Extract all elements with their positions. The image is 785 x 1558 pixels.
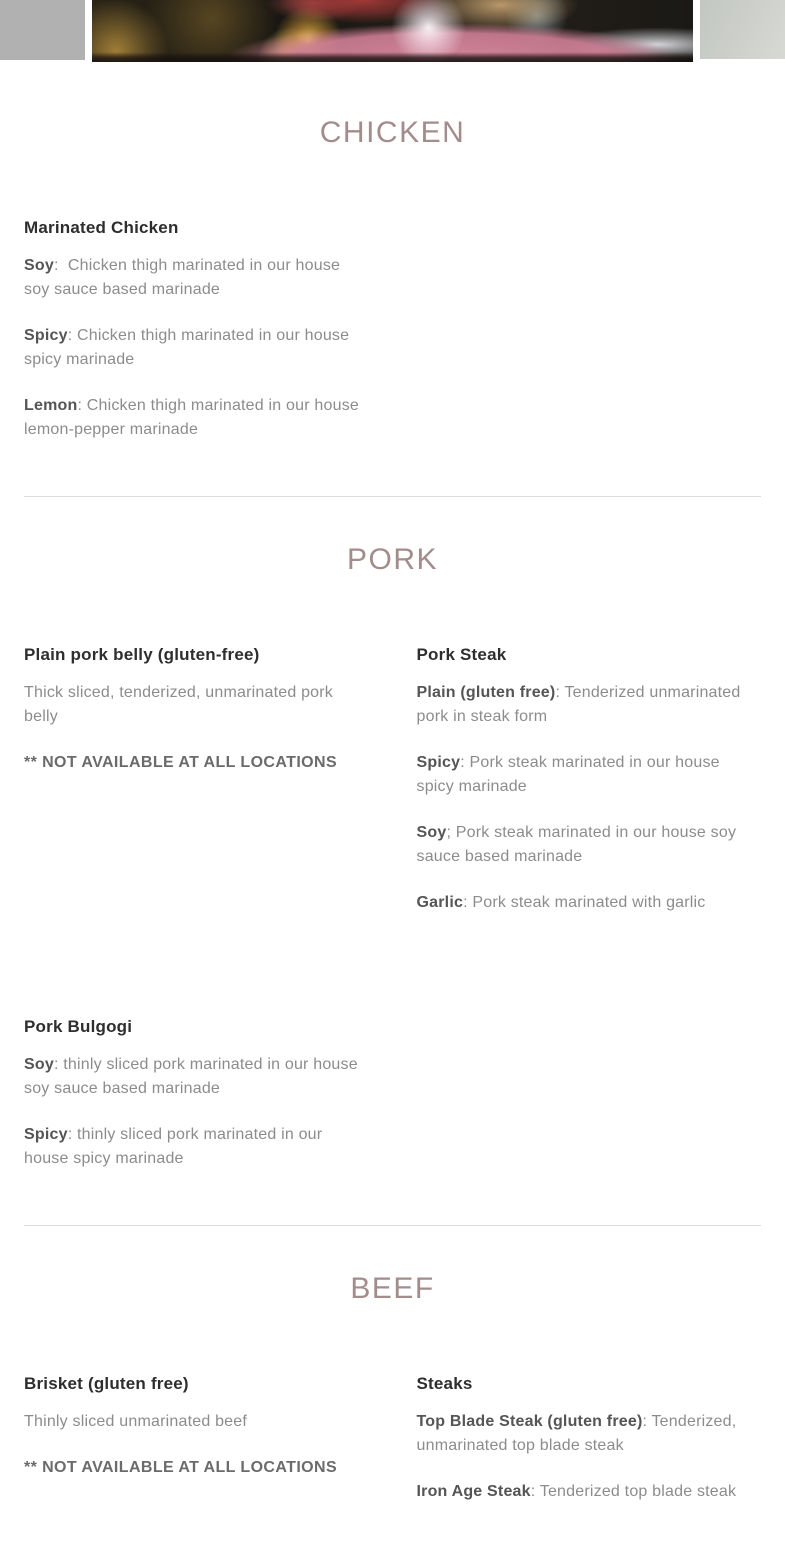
section-grid [24, 643, 761, 1171]
item-variant [24, 1053, 369, 1101]
variant-desc: : thinly sliced pork marinated in our house soy sauce based marinade [24, 1056, 358, 1097]
variant-desc: : Tenderized top blade steak [530, 1483, 737, 1500]
variant-desc: : Chicken thigh marinated in our house spicy marinade [24, 327, 350, 368]
variant-lead: Soy [24, 257, 54, 274]
section-title-chicken: CHICKEN [319, 116, 466, 149]
item-variant [417, 1480, 762, 1504]
variant-desc: Thick sliced, tenderized, unmarinated pork belly [24, 684, 333, 725]
menu-section-chicken [24, 62, 761, 496]
note-text: ** NOT AVAILABLE AT ALL LOCATIONS [24, 754, 338, 771]
carousel-current-photo[interactable] [92, 0, 693, 62]
menu-section-pork [24, 496, 761, 1225]
item-title: Marinated Chicken [24, 218, 179, 237]
note-text: ** NOT AVAILABLE AT ALL LOCATIONS [24, 1459, 338, 1476]
item-variant [24, 254, 369, 302]
variant-desc: ; Pork steak marinated in our house soy sauce based marinade [416, 824, 737, 865]
section-grid [24, 1372, 761, 1504]
item-description [24, 681, 369, 729]
variant-lead: Spicy [24, 1126, 68, 1143]
item-title: Pork Steak [416, 645, 507, 664]
variant-desc: : Chicken thigh marinated in our house soy sauce based marinade [24, 257, 341, 298]
menu-item-steaks [417, 1372, 762, 1504]
menu-item-plain-pork-belly [24, 643, 369, 915]
item-variant [24, 394, 369, 442]
item-variant [24, 324, 369, 372]
variant-lead: Spicy [24, 327, 68, 344]
carousel-prev-slide[interactable] [0, 0, 85, 60]
variant-desc: : Tenderized unmarinated pork in steak form [416, 684, 741, 725]
variant-lead: Garlic [416, 894, 464, 911]
menu-item-pork-bulgogi [24, 1015, 369, 1171]
menu-item-pork-steak [417, 643, 762, 915]
item-title: Pork Bulgogi [24, 1017, 133, 1036]
section-title-beef: BEEF [350, 1272, 435, 1305]
section-grid [24, 216, 761, 442]
item-variant [417, 821, 762, 869]
availability-note [24, 1456, 369, 1480]
item-title: Steaks [416, 1374, 473, 1393]
variant-lead: Spicy [416, 754, 461, 771]
item-variant [417, 891, 762, 915]
item-variant [24, 1123, 369, 1171]
carousel-next-slide[interactable] [700, 0, 785, 59]
variant-desc: : Tenderized, unmarinated top blade steak [416, 1413, 737, 1454]
item-title: Plain pork belly (gluten-free) [24, 645, 260, 664]
variant-desc: : Chicken thigh marinated in our house lemon-pepper marinade [24, 397, 359, 438]
menu-item-marinated-chicken [24, 216, 369, 442]
variant-lead: Iron Age Steak [416, 1483, 531, 1500]
variant-lead: Lemon [24, 397, 78, 414]
variant-desc: : Pork steak marinated in our house spicy marinade [416, 754, 720, 795]
item-variant [417, 751, 762, 799]
item-title: Brisket (gluten free) [24, 1374, 189, 1393]
variant-desc: : thinly sliced pork marinated in our house spicy marinade [24, 1126, 323, 1167]
item-variant [417, 681, 762, 729]
variant-lead: Top Blade Steak (gluten free) [416, 1413, 643, 1430]
menu-item-brisket [24, 1372, 369, 1504]
variant-lead: Soy [416, 824, 447, 841]
item-description [24, 1410, 369, 1434]
variant-desc: Thinly sliced unmarinated beef [24, 1413, 248, 1430]
variant-lead: Soy [24, 1056, 54, 1073]
photo-carousel [0, 0, 785, 62]
menu-section-beef [24, 1225, 761, 1558]
availability-note [24, 751, 369, 775]
menu-content [24, 62, 761, 1558]
section-title-pork: PORK [346, 543, 439, 576]
item-variant [417, 1410, 762, 1458]
variant-lead: Plain (gluten free) [416, 684, 556, 701]
variant-desc: : Pork steak marinated with garlic [463, 894, 706, 911]
